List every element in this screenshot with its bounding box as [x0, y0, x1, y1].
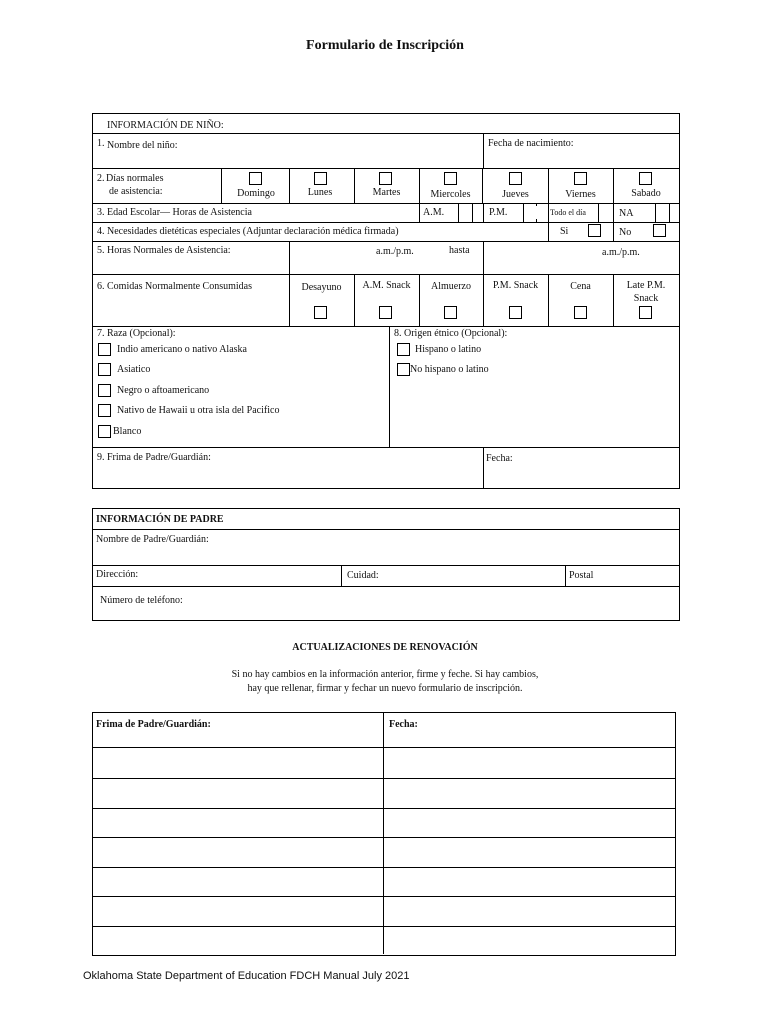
checkbox-si[interactable]	[588, 224, 601, 237]
postal-label: Postal	[569, 570, 594, 581]
start-time-field[interactable]	[293, 259, 478, 271]
child-info-header: INFORMACIÓN DE NIÑO:	[107, 120, 224, 131]
checkbox-almuerzo[interactable]	[444, 306, 457, 319]
checkbox-hispanic[interactable]	[397, 343, 410, 356]
birth-date-label: Fecha de nacimiento:	[488, 138, 574, 149]
renewal-signature-cell[interactable]	[93, 838, 382, 866]
ethnic-non-hispanic: No hispano o latino	[410, 364, 489, 375]
end-time-field[interactable]	[488, 259, 673, 271]
checkbox-desayuno[interactable]	[314, 306, 327, 319]
meals-label: 6. Comidas Normalmente Consumidas	[97, 281, 252, 292]
race-black: Negro o aftoamericano	[117, 385, 210, 396]
parent-signature-field[interactable]	[97, 466, 477, 486]
renewal-date-cell[interactable]	[384, 809, 674, 836]
renewal-line-2: hay que rellenar, firmar y fechar un nuevo formulario de inscripción.	[247, 683, 523, 694]
parent-info-section	[92, 508, 680, 621]
checkbox-race-white[interactable]	[98, 425, 111, 438]
pm-label: P.M.	[489, 207, 508, 218]
race-hawaiian: Nativo de Hawaii u otra isla del Pacifico	[117, 405, 280, 416]
child-name-label: Nombre del niño:	[107, 140, 178, 151]
checkbox-am-snack[interactable]	[379, 306, 392, 319]
renewal-signature-cell[interactable]	[93, 927, 382, 953]
checkbox-am[interactable]	[459, 206, 472, 219]
renewal-signature-cell[interactable]	[93, 779, 382, 807]
meal-desayuno: Desayuno	[301, 282, 342, 293]
renewal-table	[92, 712, 676, 956]
address-label: Dirección:	[96, 569, 139, 580]
renewal-date-cell[interactable]	[384, 868, 674, 895]
meal-late-pm: Late P.M.	[626, 280, 666, 291]
renewal-signature-cell[interactable]	[93, 868, 382, 895]
meal-almuerzo: Almuerzo	[431, 281, 471, 292]
checkbox-todo-el-dia[interactable]	[599, 206, 612, 219]
checkbox-race-native-american[interactable]	[98, 343, 111, 356]
meal-am-snack: A.M. Snack	[362, 280, 411, 291]
child-name-field[interactable]	[193, 136, 478, 164]
day-viernes: Viernes	[565, 189, 596, 200]
checkbox-jueves[interactable]	[509, 172, 522, 185]
day-martes: Martes	[372, 187, 401, 198]
renewal-date-cell[interactable]	[384, 897, 674, 925]
parent-name-field[interactable]	[96, 547, 676, 563]
checkbox-cena[interactable]	[574, 306, 587, 319]
attendance-hours-label: 5. Horas Normales de Asistencia:	[97, 245, 231, 256]
meal-late-snack: Snack	[633, 293, 659, 304]
days-label-line2: de asistencia:	[109, 186, 163, 197]
checkbox-pm[interactable]	[524, 206, 537, 219]
footer-text: Oklahoma State Department of Education FDCH Manual July 2021	[83, 970, 410, 982]
signature-date-label: Fecha:	[486, 453, 513, 464]
dietary-needs-label: 4. Necesidades dietéticas especiales (Adjuntar declaración médica firmada)	[97, 226, 399, 237]
renewal-date-cell[interactable]	[384, 748, 674, 777]
phone-field[interactable]	[193, 591, 673, 615]
child-info-section	[92, 113, 680, 489]
checkbox-race-hawaiian[interactable]	[98, 404, 111, 417]
ethnic-hispanic: Hispano o latino	[415, 344, 482, 355]
birth-date-field[interactable]	[488, 152, 673, 166]
parent-signature-label: 9. Frima de Padre/Guardián:	[97, 452, 211, 463]
checkbox-pm-snack[interactable]	[509, 306, 522, 319]
parent-name-label: Nombre de Padre/Guardián:	[96, 534, 209, 545]
race-native-american: Indio americano o nativo Alaska	[117, 344, 247, 355]
checkbox-viernes[interactable]	[574, 172, 587, 185]
renewal-line-1: Si no hay cambios en la información anterior, firme y feche. Si hay cambios,	[231, 669, 539, 680]
q1-number: 1.	[97, 138, 105, 149]
checkbox-martes[interactable]	[379, 172, 392, 185]
day-lunes: Lunes	[307, 187, 333, 198]
q2-number: 2.	[97, 173, 105, 184]
day-miercoles: Miercoles	[430, 189, 471, 200]
renewal-date-cell[interactable]	[384, 838, 674, 866]
school-age-hours-label: 3. Edad Escolar— Horas de Asistencia	[97, 207, 252, 218]
parent-info-header: INFORMACIÓN DE PADRE	[96, 514, 224, 525]
renewal-date-cell[interactable]	[384, 927, 674, 953]
am-label: A.M.	[423, 207, 445, 218]
renewal-signature-cell[interactable]	[93, 748, 382, 777]
days-label-line1: Días normales	[106, 173, 164, 184]
race-asian: Asiatico	[117, 364, 151, 375]
checkbox-lunes[interactable]	[314, 172, 327, 185]
checkbox-no[interactable]	[653, 224, 666, 237]
renewal-signature-cell[interactable]	[93, 809, 382, 836]
race-white: Blanco	[113, 426, 142, 437]
checkbox-late-pm-snack[interactable]	[639, 306, 652, 319]
city-label: Cuidad:	[347, 570, 379, 581]
renewal-signature-header: Frima de Padre/Guardián:	[96, 719, 211, 730]
si-label: Si	[560, 226, 569, 237]
renewal-date-header: Fecha:	[389, 719, 418, 730]
checkbox-race-asian[interactable]	[98, 363, 111, 376]
renewal-title: ACTUALIZACIONES DE RENOVACIÓN	[292, 642, 478, 653]
phone-label: Número de teléfono:	[100, 595, 183, 606]
checkbox-sabado[interactable]	[639, 172, 652, 185]
ethnicity-label: 8. Origen étnico (Opcional):	[394, 328, 508, 339]
page-title: Formulario de Inscripción	[306, 38, 464, 53]
ampm-label-1: a.m./p.m.	[376, 246, 414, 257]
day-domingo: Domingo	[237, 188, 275, 199]
checkbox-na[interactable]	[656, 206, 669, 219]
meal-pm-snack: P.M. Snack	[492, 280, 539, 291]
renewal-instructions	[0, 668, 770, 696]
todo-el-dia-label: Todo el día	[550, 208, 586, 217]
na-label: NA	[619, 208, 634, 219]
checkbox-miercoles[interactable]	[444, 172, 457, 185]
meal-cena: Cena	[570, 281, 591, 292]
signature-date-field[interactable]	[487, 466, 677, 486]
race-label: 7. Raza (Opcional):	[97, 328, 176, 339]
checkbox-domingo[interactable]	[249, 172, 262, 185]
renewal-signature-cell[interactable]	[93, 897, 382, 925]
renewal-date-cell[interactable]	[384, 779, 674, 807]
checkbox-race-black[interactable]	[98, 384, 111, 397]
day-sabado: Sabado	[631, 188, 661, 199]
no-label: No	[619, 227, 632, 238]
hasta-label: hasta	[449, 245, 470, 256]
ampm-label-2: a.m./p.m.	[602, 247, 640, 258]
day-jueves: Jueves	[502, 189, 529, 200]
checkbox-non-hispanic[interactable]	[397, 363, 410, 376]
